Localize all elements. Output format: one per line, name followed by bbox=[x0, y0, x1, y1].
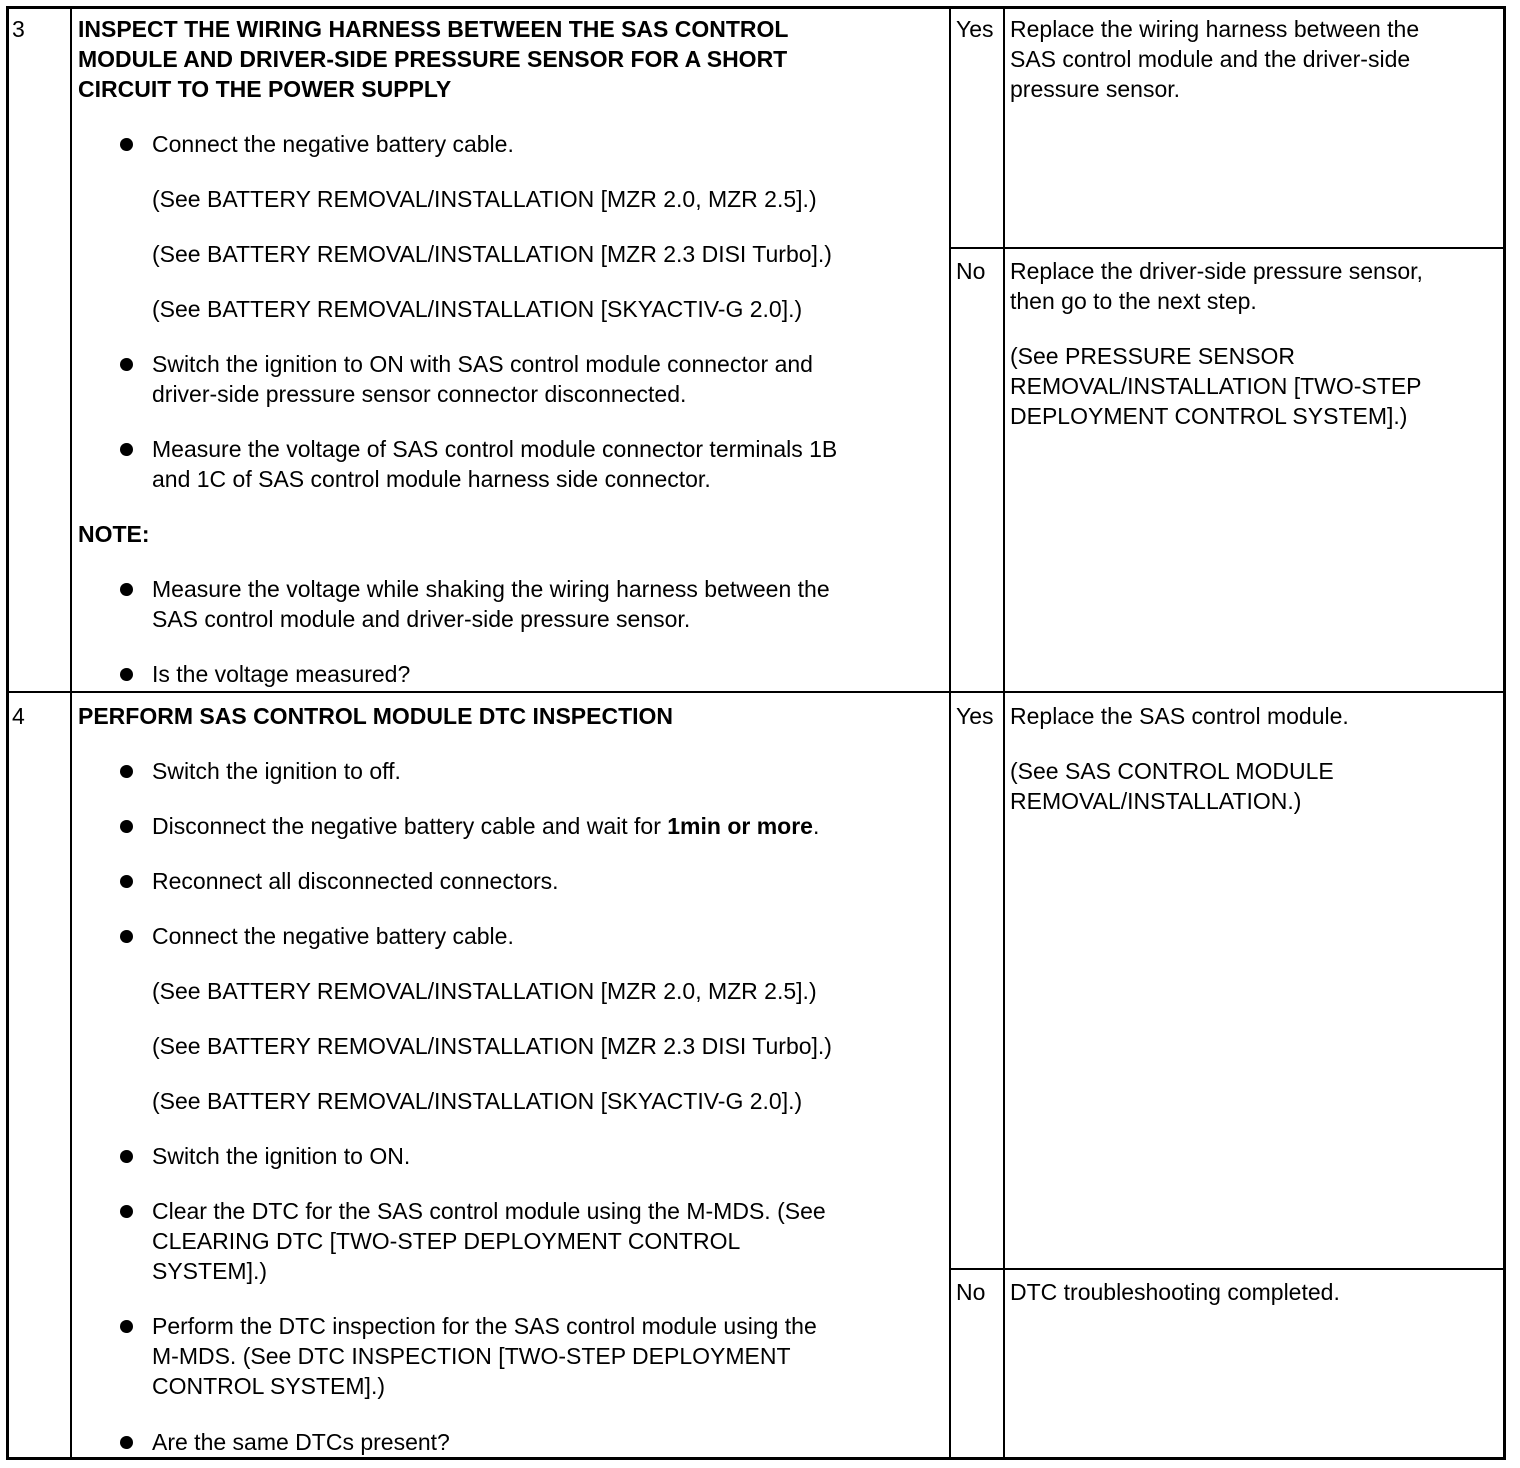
no-result-text: DTC troubleshooting completed. bbox=[1010, 1279, 1340, 1305]
step-number: 3 bbox=[12, 16, 25, 42]
wait-duration: 1min or more bbox=[667, 813, 813, 839]
yes-result-text: SAS control module and the driver-side bbox=[1010, 46, 1411, 72]
action-text: and 1C of SAS control module harness side connector. bbox=[152, 466, 711, 492]
yes-label: Yes bbox=[956, 703, 994, 729]
action-text: M-MDS. (See DTC INSPECTION [TWO-STEP DEPLOYMENT bbox=[152, 1343, 791, 1369]
question-text: Are the same DTCs present? bbox=[152, 1429, 450, 1455]
action-text: SYSTEM].) bbox=[152, 1258, 268, 1284]
no-reference-text: (See PRESSURE SENSOR bbox=[1010, 343, 1296, 369]
bullet-icon bbox=[120, 443, 133, 456]
reference-text: (See BATTERY REMOVAL/INSTALLATION [MZR 2.3 DISI Turbo].) bbox=[152, 241, 832, 267]
action-text: Switch the ignition to ON. bbox=[152, 1143, 411, 1169]
row-divider-step3-step4 bbox=[6, 691, 1506, 693]
action-text: Clear the DTC for the SAS control module using the M-MDS. (See bbox=[152, 1198, 826, 1224]
yes-label: Yes bbox=[956, 16, 994, 42]
action-text-part: Disconnect the negative battery cable and wait for bbox=[152, 813, 668, 839]
step-title-line: CIRCUIT TO THE POWER SUPPLY bbox=[78, 76, 452, 102]
action-text: Measure the voltage while shaking the wiring harness between the bbox=[152, 576, 830, 602]
reference-text: (See BATTERY REMOVAL/INSTALLATION [MZR 2.0, MZR 2.5].) bbox=[152, 186, 817, 212]
column-divider-action bbox=[949, 6, 951, 1460]
note-label: NOTE: bbox=[78, 521, 150, 547]
action-text: CLEARING DTC [TWO-STEP DEPLOYMENT CONTROL bbox=[152, 1228, 741, 1254]
yes-reference-text: REMOVAL/INSTALLATION.) bbox=[1010, 788, 1302, 814]
no-label: No bbox=[956, 1279, 986, 1305]
action-text: Switch the ignition to off. bbox=[152, 758, 401, 784]
no-result-text: Replace the driver-side pressure sensor, bbox=[1010, 258, 1423, 284]
yes-reference-text: (See SAS CONTROL MODULE bbox=[1010, 758, 1334, 784]
step-title: PERFORM SAS CONTROL MODULE DTC INSPECTION bbox=[78, 703, 674, 729]
action-text: Connect the negative battery cable. bbox=[152, 131, 514, 157]
action-text: Perform the DTC inspection for the SAS control module using the bbox=[152, 1313, 817, 1339]
reference-text: (See BATTERY REMOVAL/INSTALLATION [MZR 2.3 DISI Turbo].) bbox=[152, 1033, 832, 1059]
bullet-icon bbox=[120, 930, 133, 943]
step-title-line: INSPECT THE WIRING HARNESS BETWEEN THE SAS CONTROL bbox=[78, 16, 789, 42]
no-label: No bbox=[956, 258, 986, 284]
action-text bbox=[152, 811, 819, 841]
action-text: Switch the ignition to ON with SAS control module connector and bbox=[152, 351, 813, 377]
yes-result-text: pressure sensor. bbox=[1010, 76, 1181, 102]
no-result-text: then go to the next step. bbox=[1010, 288, 1257, 314]
bullet-icon bbox=[120, 1205, 133, 1218]
reference-text: (See BATTERY REMOVAL/INSTALLATION [SKYACTIV-G 2.0].) bbox=[152, 296, 803, 322]
step-title-line: MODULE AND DRIVER-SIDE PRESSURE SENSOR FOR A SHORT bbox=[78, 46, 788, 72]
step3-yes-no-divider bbox=[949, 247, 1506, 249]
no-reference-text: DEPLOYMENT CONTROL SYSTEM].) bbox=[1010, 403, 1408, 429]
bullet-icon bbox=[120, 138, 133, 151]
column-divider-step bbox=[70, 6, 72, 1460]
action-text: Reconnect all disconnected connectors. bbox=[152, 868, 559, 894]
no-reference-text: REMOVAL/INSTALLATION [TWO-STEP bbox=[1010, 373, 1422, 399]
action-text: driver-side pressure sensor connector disconnected. bbox=[152, 381, 687, 407]
action-text: CONTROL SYSTEM].) bbox=[152, 1373, 385, 1399]
yes-result-text: Replace the SAS control module. bbox=[1010, 703, 1349, 729]
reference-text: (See BATTERY REMOVAL/INSTALLATION [SKYACTIV-G 2.0].) bbox=[152, 1088, 803, 1114]
action-text: SAS control module and driver-side pressure sensor. bbox=[152, 606, 691, 632]
column-divider-result bbox=[1003, 6, 1005, 1460]
bullet-icon bbox=[120, 1150, 133, 1163]
step4-yes-no-divider bbox=[949, 1268, 1506, 1270]
bullet-icon bbox=[120, 820, 133, 833]
bullet-icon bbox=[120, 583, 133, 596]
bullet-icon bbox=[120, 875, 133, 888]
action-text: Measure the voltage of SAS control module connector terminals 1B bbox=[152, 436, 838, 462]
bullet-icon bbox=[120, 668, 133, 681]
bullet-icon bbox=[120, 765, 133, 778]
step-number: 4 bbox=[12, 703, 25, 729]
bullet-icon bbox=[120, 358, 133, 371]
reference-text: (See BATTERY REMOVAL/INSTALLATION [MZR 2.0, MZR 2.5].) bbox=[152, 978, 817, 1004]
bullet-icon bbox=[120, 1436, 133, 1449]
question-text: Is the voltage measured? bbox=[152, 661, 411, 687]
bullet-icon bbox=[120, 1320, 133, 1333]
yes-result-text: Replace the wiring harness between the bbox=[1010, 16, 1420, 42]
action-text-part: . bbox=[812, 813, 820, 839]
action-text: Connect the negative battery cable. bbox=[152, 923, 514, 949]
